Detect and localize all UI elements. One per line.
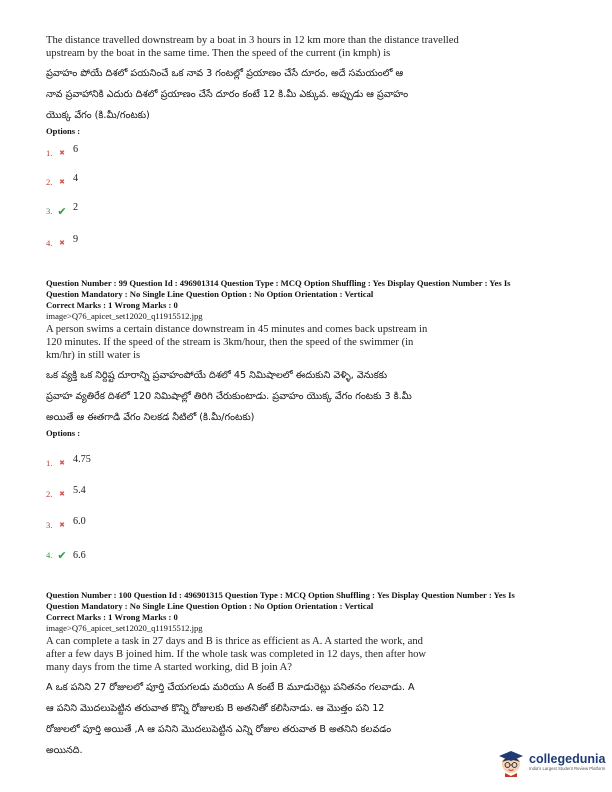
checkmark-icon: ✔ bbox=[57, 549, 67, 562]
cross-icon: ✖ bbox=[59, 521, 65, 529]
option-number: 1. bbox=[46, 148, 53, 158]
q98-option-4[interactable] bbox=[46, 233, 79, 250]
q99-option-3[interactable] bbox=[46, 515, 86, 532]
q99-meta-line: Question Number : 99 Question Id : 496901314 Question Type : MCQ Option Shuffling : Yes Display Question Number : Yes Is bbox=[46, 278, 511, 288]
q99-block bbox=[46, 278, 566, 439]
brand-tagline: India's Largest Student Review Platform bbox=[529, 765, 606, 771]
cross-icon: ✖ bbox=[59, 490, 65, 498]
option-value: 6.0 bbox=[73, 515, 86, 527]
q100-block bbox=[46, 590, 566, 761]
cross-icon: ✖ bbox=[59, 459, 65, 467]
q98-telugu-line: యొక్క వేగం (కి.మీ/గంటకు) bbox=[46, 110, 150, 121]
q100-telugu-line: ఆ పనిని మొదలుపెట్టిన తరువాత కొన్ని రోజులకు B అతనితో కలిసినాడు. ఆ మొత్తం పని 12 bbox=[46, 703, 385, 714]
q98-option-1[interactable] bbox=[46, 143, 79, 160]
q100-image-ref: image>Q76_apicet_set12020_q11915512.jpg bbox=[46, 623, 203, 633]
q99-telugu-line: ఒక వ్యక్తి ఒక నిర్దిష్ట దూరాన్ని ప్రవాహంపోయే దిశలో 45 నిమిషాలలో ఈదుకుని వెళ్ళి, వెనుకకు bbox=[46, 370, 388, 381]
option-number: 4. bbox=[46, 550, 53, 560]
q99-meta-line: Question Mandatory : No Single Line Question Option : No Option Orientation : Vertical bbox=[46, 289, 374, 299]
q100-telugu-line: A ఒక పనిని 27 రోజులలో పూర్తి చేయగలడు మరియు A కంటే B మూడురెట్లు పనితనం గలవాడు. A bbox=[46, 682, 415, 693]
q100-telugu-line: రోజులలో పూర్తి అయితే ,A ఆ పనిని మొదలుపెట్టిన ఎన్ని రోజుల తరువాత B అతనిని కలవడం bbox=[46, 724, 392, 735]
option-value: 4.75 bbox=[73, 453, 91, 465]
q99-marks: Correct Marks : 1 Wrong Marks : 0 bbox=[46, 300, 178, 310]
option-value: 4 bbox=[73, 172, 79, 184]
q99-option-4[interactable] bbox=[46, 548, 86, 562]
option-number: 1. bbox=[46, 458, 53, 468]
option-number: 3. bbox=[46, 206, 53, 216]
q99-option-1[interactable] bbox=[46, 453, 91, 470]
q98-english-text: The distance travelled downstream by a boat in 3 hours in 12 km more than the distance travelled upstream by the boat in the same time. Then the speed of the current (in kmph) is bbox=[46, 35, 459, 59]
cross-icon: ✖ bbox=[59, 178, 65, 186]
option-value: 5.4 bbox=[73, 484, 86, 496]
brand-name: collegedunia bbox=[529, 751, 606, 766]
option-value: 2 bbox=[73, 201, 79, 213]
q100-marks: Correct Marks : 1 Wrong Marks : 0 bbox=[46, 612, 178, 622]
student-cap-icon bbox=[496, 747, 526, 777]
q98-telugu-line: ప్రవాహం పోయే దిశలో పయనించే ఒక నావ 3 గంటల్లో ప్రయాణం చేసే దూరం, అదే సమయంలో ఆ bbox=[46, 68, 404, 79]
option-value: 6 bbox=[73, 143, 79, 155]
option-value: 6.6 bbox=[73, 549, 86, 561]
option-number: 2. bbox=[46, 177, 53, 187]
q99-options-label: Options : bbox=[46, 428, 81, 438]
q100-english-text: A can complete a task in 27 days and B is thrice as efficient as A. A started the work, and after a few days B joined him. If the whole task was completed in 12 days, then after how many days from the time A started working, did B join A? bbox=[46, 636, 427, 673]
q100-telugu-line: అయినది. bbox=[46, 745, 83, 756]
q98-option-2[interactable] bbox=[46, 172, 79, 189]
cross-icon: ✖ bbox=[59, 149, 65, 157]
cross-icon: ✖ bbox=[59, 239, 65, 247]
option-value: 9 bbox=[73, 233, 79, 245]
q99-option-2[interactable] bbox=[46, 484, 86, 501]
option-number: 3. bbox=[46, 520, 53, 530]
q99-telugu-line: అయితే ఆ ఈతగాడి వేగం నిలకడ నీటిలో (కి.మీ/గంటకు) bbox=[46, 412, 255, 423]
option-number: 2. bbox=[46, 489, 53, 499]
q99-image-ref: image>Q76_apicet_set12020_q11915512.jpg bbox=[46, 311, 203, 321]
q98-block bbox=[46, 34, 566, 137]
q98-telugu-line: నావ ప్రవాహానికి ఎదురు దిశలో ప్రయాణం చేసే దూరం కంటే 12 కి.మీ ఎక్కువ. అప్పుడు ఆ ప్రవాహం bbox=[46, 89, 409, 100]
checkmark-icon: ✔ bbox=[57, 205, 67, 218]
q100-meta-line: Question Number : 100 Question Id : 496901315 Question Type : MCQ Option Shuffling : Yes Display Question Number : Yes Is bbox=[46, 590, 515, 600]
q98-options-label: Options : bbox=[46, 126, 81, 136]
q100-meta-line: Question Mandatory : No Single Line Question Option : No Option Orientation : Vertical bbox=[46, 601, 374, 611]
q99-english-text: A person swims a certain distance downstream in 45 minutes and comes back upstream in 120 minutes. If the speed of the stream is 3km/hour, then the speed of the swimmer (in km/hr) in still water is bbox=[46, 324, 428, 361]
q99-telugu-line: ప్రవాహ వ్యతిరేక దిశలో 120 నిమిషాల్లో తిరిగి చేరుకుంటాడు. ప్రవాహం యొక్క వేగం గంటకు 3 కి.మీ bbox=[46, 391, 412, 402]
q98-option-3[interactable] bbox=[46, 201, 79, 218]
option-number: 4. bbox=[46, 238, 53, 248]
collegedunia-logo[interactable] bbox=[496, 747, 605, 777]
